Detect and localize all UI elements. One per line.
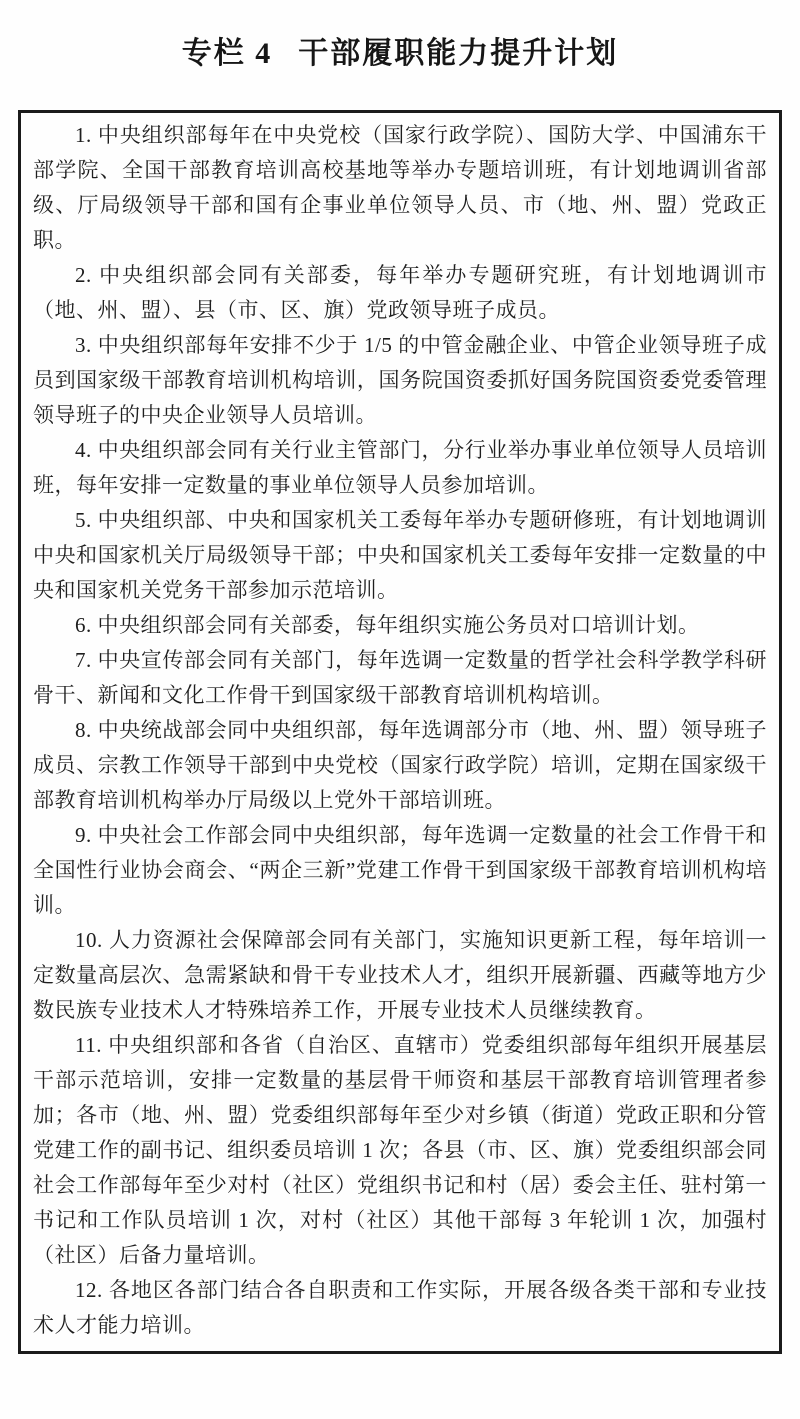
paragraph-10: 10. 人力资源社会保障部会同有关部门，实施知识更新工程，每年培训一定数量高层次、急需紧缺和骨干专业技术人才，组织开展新疆、西藏等地方少数民族专业技术人才特殊培养工作，开展专业技术人员继续教育。 — [33, 928, 767, 1022]
paragraph-3: 3. 中央组织部每年安排不少于 1/5 的中管金融企业、中管企业领导班子成员到国家级干部教育培训机构培训，国务院国资委抓好国务院国资委党委管理领导班子的中央企业领导人员培训。 — [33, 333, 767, 427]
paragraph-8: 8. 中央统战部会同中央组织部，每年选调部分市（地、州、盟）领导班子成员、宗教工作领导干部到中央党校（国家行政学院）培训，定期在国家级干部教育培训机构举办厅局级以上党外干部培训班。 — [33, 718, 767, 812]
paragraph-7: 7. 中央宣传部会同有关部门，每年选调一定数量的哲学社会科学教学科研骨干、新闻和文化工作骨干到国家级干部教育培训机构培训。 — [33, 648, 767, 707]
title-text: 干部履职能力提升计划 — [298, 37, 619, 70]
paragraph-11: 11. 中央组织部和各省（自治区、直辖市）党委组织部每年组织开展基层干部示范培训，安排一定数量的基层骨干师资和基层干部教育培训管理者参加；各市（地、州、盟）党委组织部每年至少对乡镇（街道）党政正职和分管党建工作的副书记、组织委员培训 1 次；各县（市、区、旗）党委组织部会同社会工作部每年至少对村（社区）党组织书记和村（居）委会主任、驻村第一书记和工作队员培训 1 次，对村（社区）其他干部每 3 年轮训 1 次，加强村（社区）后备力量培训。 — [33, 1033, 767, 1267]
paragraph-12: 12. 各地区各部门结合各自职责和工作实际，开展各级各类干部和专业技术人才能力培训。 — [33, 1278, 767, 1337]
paragraph-2: 2. 中央组织部会同有关部委，每年举办专题研究班，有计划地调训市（地、州、盟）、县（市、区、旗）党政领导班子成员。 — [33, 263, 767, 322]
paragraph-6: 6. 中央组织部会同有关部委，每年组织实施公务员对口培训计划。 — [75, 613, 700, 637]
page-title — [0, 0, 800, 72]
paragraph-5: 5. 中央组织部、中央和国家机关工委每年举办专题研修班，有计划地调训中央和国家机关厅局级领导干部；中央和国家机关工委每年安排一定数量的中央和国家机关党务干部参加示范培训。 — [33, 508, 767, 602]
paragraph-9: 9. 中央社会工作部会同中央组织部，每年选调一定数量的社会工作骨干和全国性行业协会商会、“两企三新”党建工作骨干到国家级干部教育培训机构培训。 — [33, 823, 767, 917]
title-label: 专栏 4 — [181, 37, 273, 70]
paragraph-4: 4. 中央组织部会同有关行业主管部门，分行业举办事业单位领导人员培训班，每年安排一定数量的事业单位领导人员参加培训。 — [33, 438, 767, 497]
content-box — [18, 110, 782, 1354]
paragraph-1: 1. 中央组织部每年在中央党校（国家行政学院）、国防大学、中国浦东干部学院、全国干部教育培训高校基地等举办专题培训班，有计划地调训省部级、厅局级领导干部和国有企事业单位领导人员、市（地、州、盟）党政正职。 — [33, 123, 767, 252]
